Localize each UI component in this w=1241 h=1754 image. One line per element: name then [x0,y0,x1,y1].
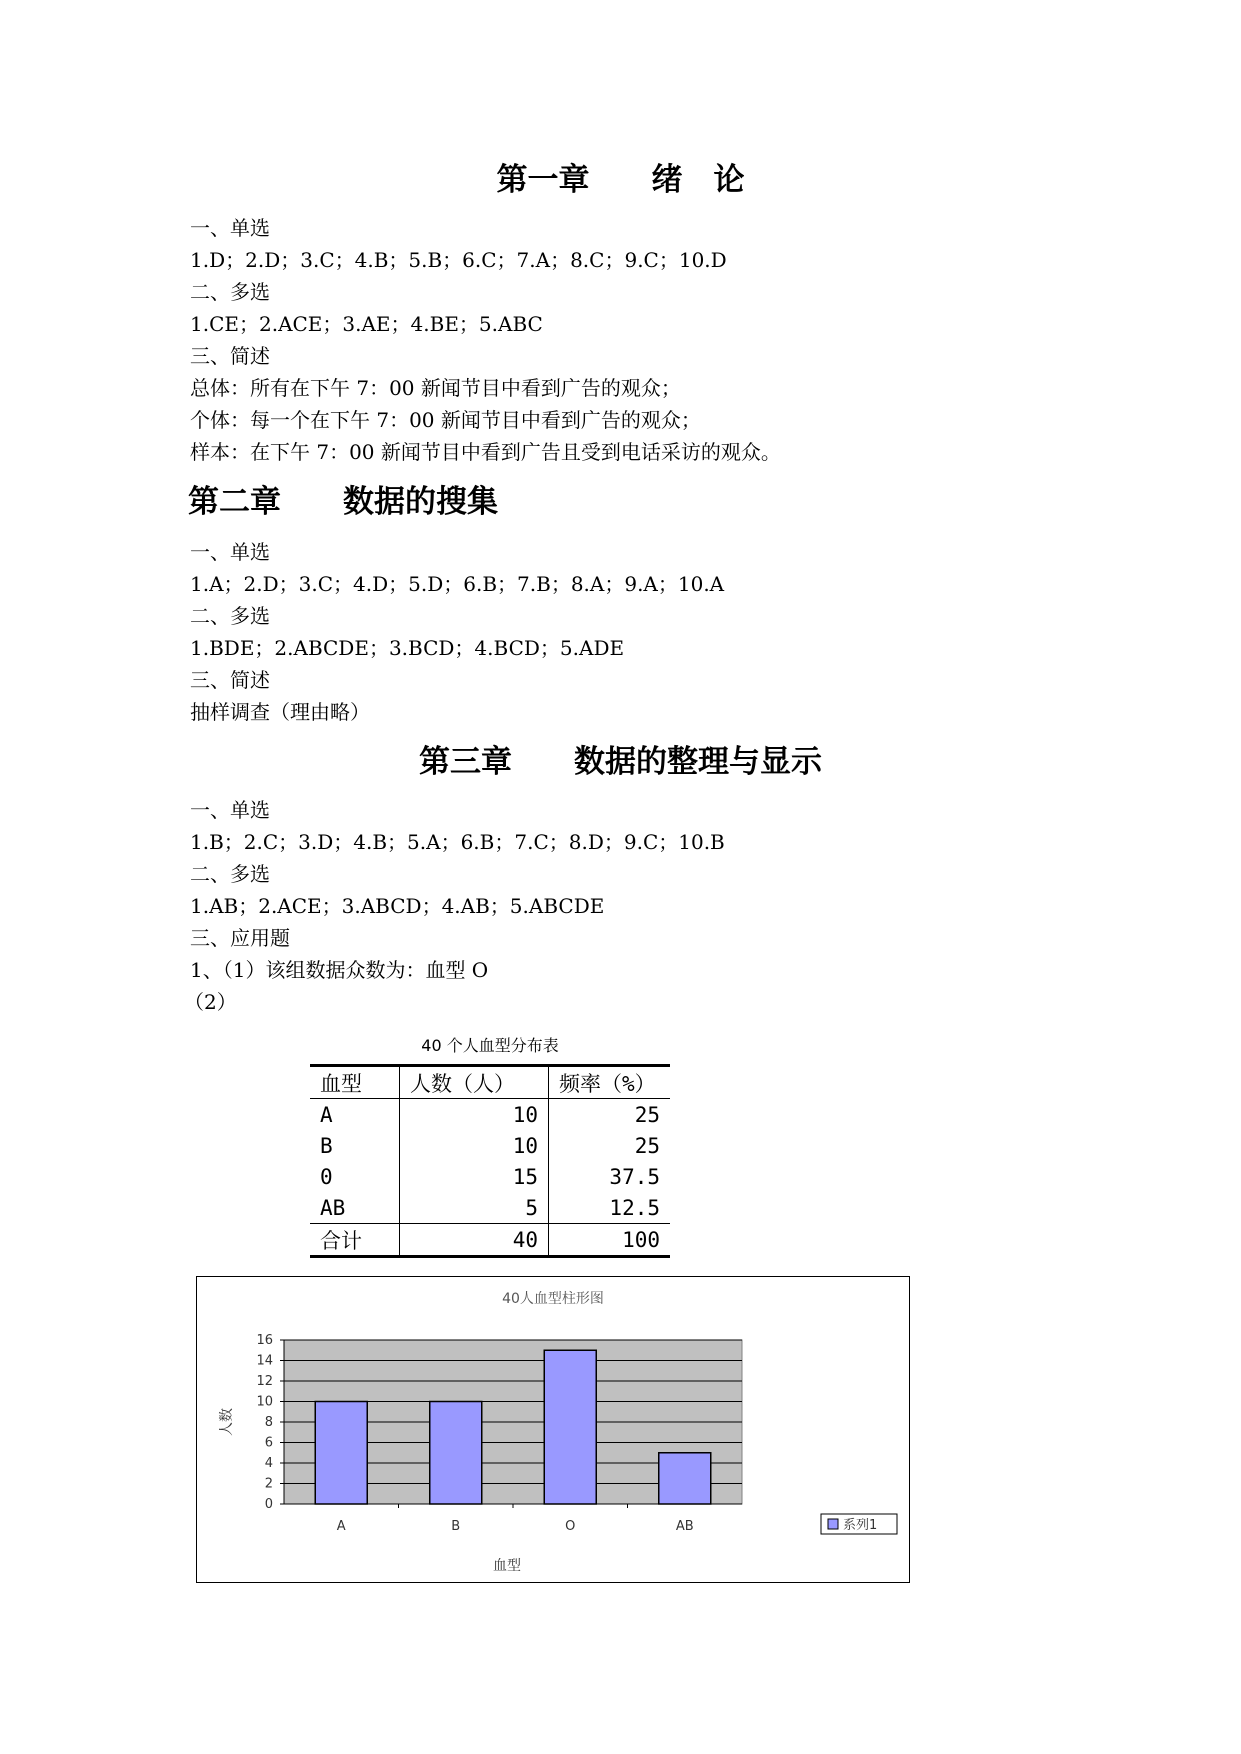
table-total-row [310,1224,670,1257]
chapter2-title: 第二章 数据的搜集 [188,484,498,520]
bar-AB [659,1453,711,1504]
chapter3-question1-part2: （2） [184,990,237,1014]
chapter2-multi-choice-answers: 1.BDE；2.ABCDE；3.BCD；4.BCD；5.ADE [190,636,625,660]
table-row [310,1099,670,1131]
x-tick-label: O [565,1519,576,1534]
table-header-cell: 血型 [310,1066,400,1099]
chapter3-application-label: 三、应用题 [190,926,290,950]
y-tick-label: 10 [256,1394,273,1410]
x-tick-label: B [451,1519,461,1534]
y-tick-label: 4 [264,1456,273,1471]
chart-svg [197,1277,909,1582]
legend-label: 系列1 [843,1518,878,1533]
chapter2-short-answer-label: 三、简述 [190,668,270,692]
chapter2-short-answer-text: 抽样调查（理由略） [190,700,370,724]
chapter3-single-choice-label: 一、单选 [190,798,270,822]
chapter3-title: 第三章 数据的整理与显示 [419,744,822,780]
table-row [310,1161,670,1192]
chapter3-question1-part1: 1、（1）该组数据众数为：血型 O [190,958,489,982]
bar-A [315,1402,367,1505]
chapter1-multi-choice-answers: 1.CE；2.ACE；3.AE；4.BE；5.ABC [190,312,543,336]
chapter2-multi-choice-label: 二、多选 [190,604,270,628]
chapter1-short-answer-label: 三、简述 [190,344,270,368]
table-cell: 15 [400,1161,549,1192]
chapter1-population-line: 总体：所有在下午 7：00 新闻节目中看到广告的观众； [190,376,681,400]
chapter3-single-choice-answers: 1.B；2.C；3.D；4.B；5.A；6.B；7.C；8.D；9.C；10.B [190,830,725,854]
y-tick-label: 2 [264,1476,273,1492]
table-header-row [310,1066,670,1099]
table-cell: 0 [310,1161,400,1192]
table-cell: 12.5 [609,1195,660,1220]
table-cell: 合计 [310,1224,400,1257]
table-cell: B [310,1130,400,1161]
table-cell: 40 [400,1224,549,1257]
y-tick-label: 16 [256,1333,273,1348]
table-cell: 10 [400,1099,549,1131]
table-cell: 25 [634,1133,660,1158]
blood-type-table [310,1064,670,1258]
blood-type-bar-chart [196,1276,910,1583]
chart-title: 40人血型柱形图 [502,1291,604,1307]
table-row [310,1130,670,1161]
chapter3-multi-choice-label: 二、多选 [190,862,270,886]
x-tick-label: A [336,1519,346,1534]
legend-swatch [828,1519,838,1529]
table-cell: 37.5 [609,1164,660,1189]
x-tick-label: AB [675,1519,694,1534]
chapter1-single-choice-answers: 1.D；2.D；3.C；4.B；5.B；6.C；7.A；8.C；9.C；10.D [190,248,727,272]
table-cell: AB [310,1192,400,1224]
chapter3-multi-choice-answers: 1.AB；2.ACE；3.ABCD；4.AB；5.ABCDE [190,894,605,918]
y-axis-label: 人数 [219,1408,235,1436]
table-header-cell: 频率（%） [549,1066,671,1099]
y-tick-label: 0 [264,1497,273,1512]
bar-O [544,1350,596,1504]
y-tick-label: 6 [264,1435,273,1451]
y-tick-label: 12 [256,1374,273,1389]
table-cell: 10 [400,1130,549,1161]
y-tick-label: 8 [264,1415,273,1430]
table-caption: 40 个人血型分布表 [421,1036,559,1055]
y-tick-label: 14 [256,1353,273,1369]
table-cell: A [310,1099,400,1131]
chapter2-single-choice-label: 一、单选 [190,540,270,564]
table-header-cell: 人数（人） [400,1066,549,1099]
table-cell: 100 [549,1224,671,1257]
chapter1-individual-line: 个体：每一个在下午 7：00 新闻节目中看到广告的观众； [190,408,701,432]
chapter1-title: 第一章 绪 论 [496,162,745,198]
chapter1-sample-line: 样本：在下午 7：00 新闻节目中看到广告且受到电话采访的观众。 [190,440,781,464]
table-cell: 5 [400,1192,549,1224]
chapter2-single-choice-answers: 1.A；2.D；3.C；4.D；5.D；6.B；7.B；8.A；9.A；10.A [190,572,725,596]
table-row [310,1192,670,1224]
x-axis-label: 血型 [493,1558,521,1574]
chapter1-single-choice-label: 一、单选 [190,216,270,240]
table-cell: 25 [634,1102,660,1127]
chapter1-multi-choice-label: 二、多选 [190,280,270,304]
bar-B [430,1402,482,1505]
